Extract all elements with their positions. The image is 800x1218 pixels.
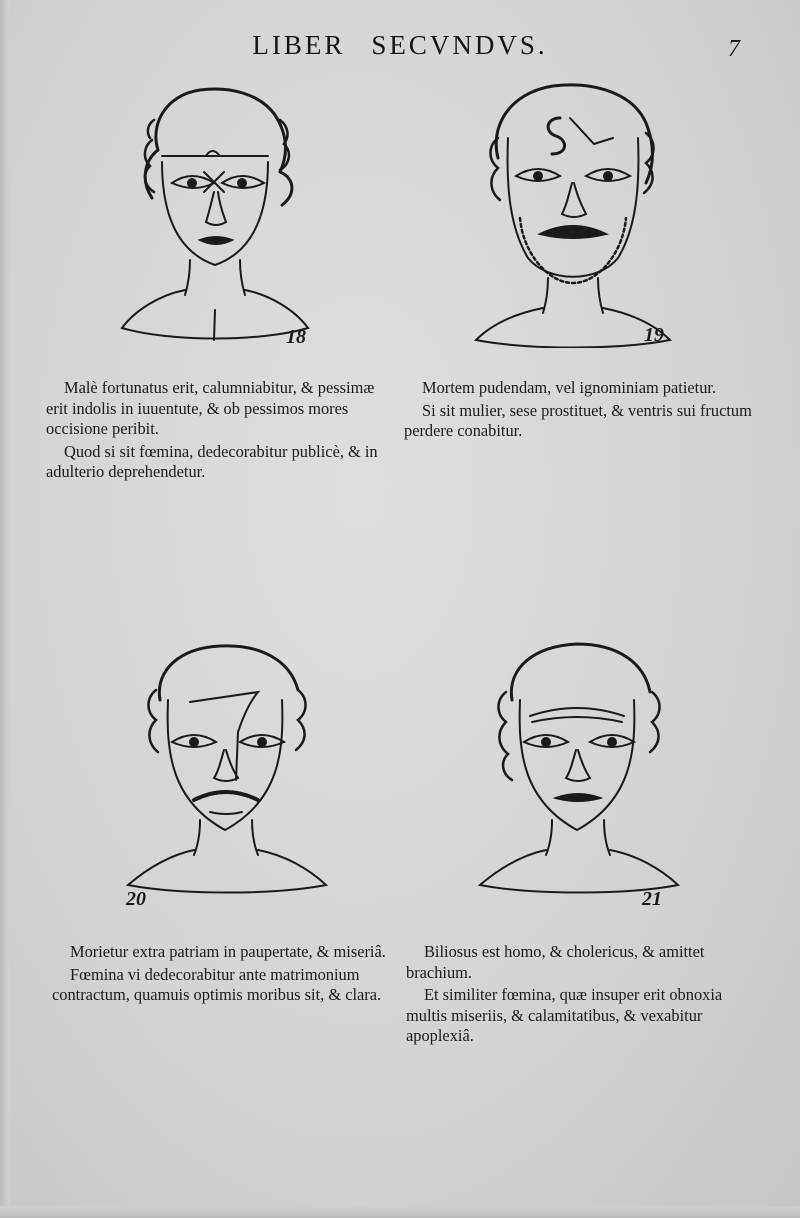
caption-paragraph: Morietur extra patriam in paupertate, & miseriâ. bbox=[70, 942, 386, 961]
woodcut-figure-20 bbox=[120, 640, 335, 910]
caption-paragraph: Quod si sit fœmina, dedecorabitur publicè, & in adulterio deprehendetur. bbox=[46, 441, 378, 481]
woodcut-figure-21 bbox=[472, 640, 687, 910]
figure-number: 18 bbox=[286, 326, 306, 348]
mustached-face-with-curved-forehead-line-icon bbox=[120, 640, 335, 910]
woodcut-figure-19 bbox=[468, 78, 678, 348]
bald-face-with-forehead-line-and-x-mark-icon bbox=[110, 80, 320, 350]
page-number: 7 bbox=[728, 36, 740, 62]
caption-18 bbox=[46, 378, 394, 483]
running-head bbox=[0, 30, 800, 61]
caption-paragraph: Biliosus est homo, & cholericus, & amittet brachium. bbox=[406, 942, 705, 982]
figure-number: 19 bbox=[644, 324, 664, 346]
caption-paragraph: Et similiter fœmina, quæ insuper erit obnoxia multis miseriis, & calamitatibus, & vexabitur apoplexiâ. bbox=[406, 985, 723, 1045]
caption-20 bbox=[52, 942, 396, 1006]
caption-paragraph: Mortem pudendam, vel ignominiam patietur. bbox=[422, 378, 717, 397]
running-head-word: LIBER bbox=[252, 30, 346, 60]
caption-paragraph: Si sit mulier, sese prostituet, & ventris sui fructum perdere conabitur. bbox=[404, 400, 752, 440]
caption-paragraph: Malè fortunatus erit, calumniabitur, & pessimæ erit indolis in iuuentute, & ob pessimos mores occisione peribit. bbox=[46, 378, 375, 438]
bearded-face-with-s-mark-icon bbox=[468, 78, 678, 348]
woodcut-figure-18 bbox=[110, 80, 320, 350]
scan-edge bbox=[0, 0, 10, 1218]
figure-number: 21 bbox=[642, 888, 662, 910]
scan-edge bbox=[0, 1206, 800, 1218]
caption-21 bbox=[406, 942, 754, 1047]
caption-paragraph: Fœmina vi dedecorabitur ante matrimonium contractum, quamuis optimis moribus sit, & clara. bbox=[52, 964, 382, 1004]
caption-19 bbox=[404, 378, 754, 442]
running-head-word: SECVNDVS. bbox=[371, 30, 548, 60]
figure-number: 20 bbox=[126, 888, 146, 910]
face-with-wrinkled-brow-icon bbox=[472, 640, 687, 910]
